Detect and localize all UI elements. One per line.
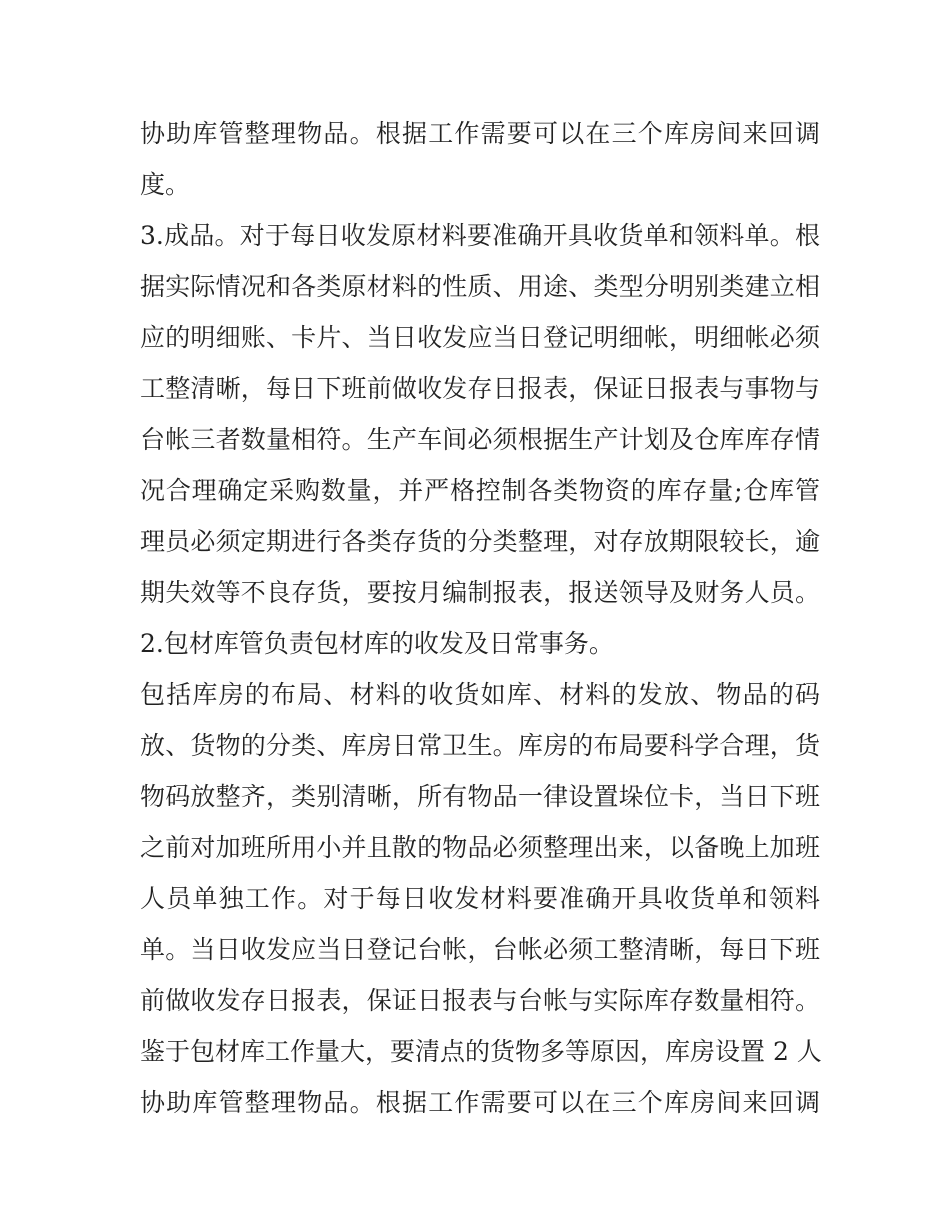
text-line: 包括库房的布局、材料的收货如库、材料的发放、物品的码 [140,680,820,709]
text-line: 物码放整齐，类别清晰，所有物品一律设置垛位卡，当日下班 [140,782,820,811]
text-line: 放、货物的分类、库房日常卫生。库房的布局要科学合理，货 [140,731,820,760]
text-line: 据实际情况和各类原材料的性质、用途、类型分明别类建立相 [140,272,820,301]
text-line: 人员单独工作。对于每日收发材料要准确开具收货单和领料 [140,884,820,913]
text-line: 前做收发存日报表，保证日报表与台帐与实际库存数量相符。 [140,986,820,1015]
text-line: 协助库管整理物品。根据工作需要可以在三个库房间来回调 [140,119,820,148]
text-line: 理员必须定期进行各类存货的分类整理，对存放期限较长，逾 [140,527,820,556]
text-line: 应的明细账、卡片、当日收发应当日登记明细帐，明细帐必须 [140,323,820,352]
text-line: 况合理确定采购数量，并严格控制各类物资的库存量;仓库管 [140,476,820,505]
text-line: 协助库管整理物品。根据工作需要可以在三个库房间来回调 [140,1088,820,1117]
text-line: 之前对加班所用小并且散的物品必须整理出来，以备晚上加班 [140,833,820,862]
text-line: 期失效等不良存货，要按月编制报表，报送领导及财务人员。 [140,578,820,607]
text-line: 工整清晰，每日下班前做收发存日报表，保证日报表与事物与 [140,374,820,403]
text-line: 3.成品。对于每日收发原材料要准确开具收货单和领料单。根 [140,221,820,250]
text-line: 鉴于包材库工作量大，要清点的货物多等原因，库房设置 2 人 [140,1037,822,1066]
section-heading-line: 2.包材库管负责包材库的收发及日常事务。 [140,629,614,658]
body-text [140,108,820,1128]
text-line: 台帐三者数量相符。生产车间必须根据生产计划及仓库库存情 [140,425,820,454]
text-line: 单。当日收发应当日登记台帐，台帐必须工整清晰，每日下班 [140,935,820,964]
text-line: 度。 [140,170,191,199]
